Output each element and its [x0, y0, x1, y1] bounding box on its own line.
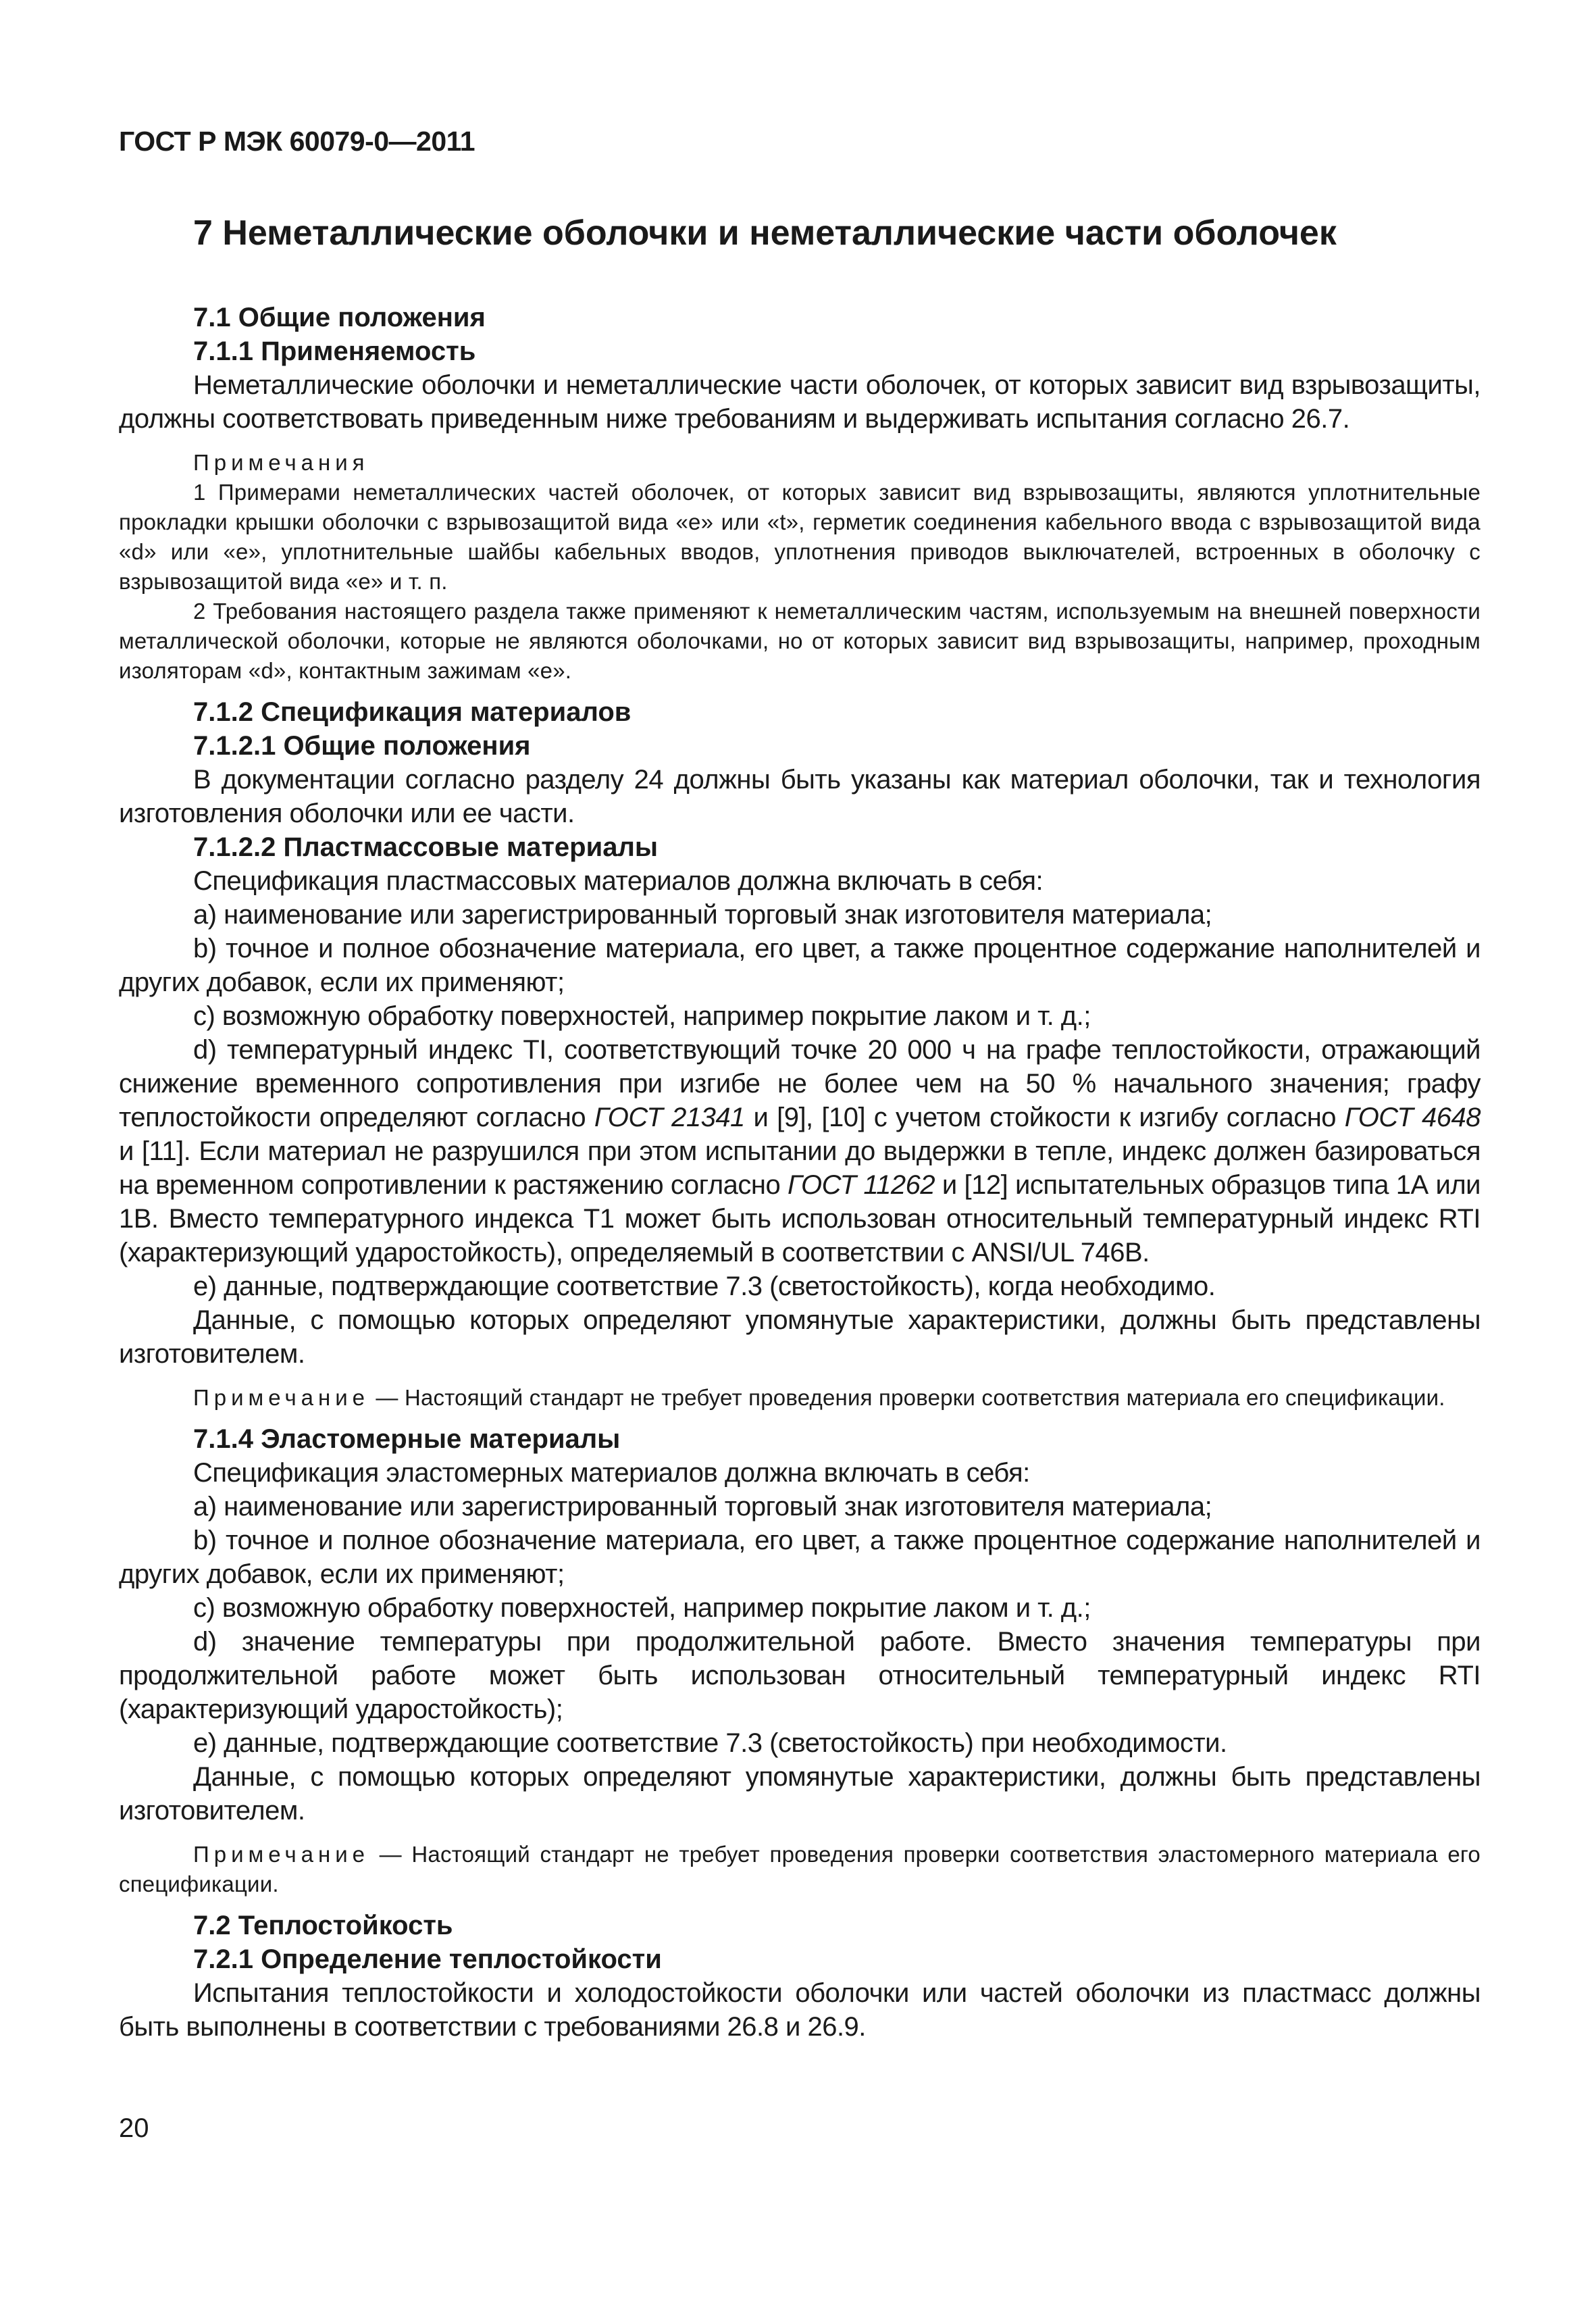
notes-block-1 — [119, 448, 1481, 686]
notes-title: Примечания — [193, 450, 369, 475]
note-2-label: Примечание — [193, 1385, 370, 1410]
heading-7-1-4: 7.1.4 Эластомерные материалы — [193, 1424, 621, 1454]
list-item-d-part4: и [12] испытательных образцов типа 1А или 1В. Вместо температурного индекса Т1 может быть использован относительный температурный индекс RTI (характеризующий ударостойкость), определяемый в соответствии с ANSI/UL 746B. — [119, 1170, 1481, 1267]
section-7-title: 7 Неметаллические оболочки и неметаллические части оболочек — [193, 213, 1337, 253]
heading-7-1-2-1: 7.1.2.1 Общие положения — [193, 731, 531, 761]
note-item-1: 1 Примерами неметаллических частей оболочек, от которых зависит вид взрывозащиты, являются уплотнительные прокладки крышки оболочки с взрывозащитой вида «e» или «t», герметик соединения кабельного ввода с взрывозащитой вида «d» или «e», уплотнительные шайбы кабельных вводов, уплотнения приводов выключателей, встроенных в оболочку с взрывозащитой вида «e» и т. п. — [119, 480, 1481, 594]
note-3 — [119, 1840, 1481, 1899]
standard-id-header: ГОСТ Р МЭК 60079-0—2011 — [119, 126, 475, 157]
ref-gost-11262: ГОСТ 11262 — [788, 1170, 935, 1200]
note-3-text: — Настоящий стандарт не требует проведения проверки соответствия эластомерного материала его спецификации. — [119, 1842, 1481, 1896]
heading-7-1-2-2: 7.1.2.2 Пластмассовые материалы — [193, 832, 659, 862]
elastomer-item-d: d) значение температуры при продолжительной работе. Вместо значения температуры при продолжительной работе может быть использован относительный температурный индекс RTI (характеризующий ударостойкость); — [119, 1627, 1481, 1724]
ref-gost-21341: ГОСТ 21341 — [594, 1103, 745, 1132]
note-item-2: 2 Требования настоящего раздела также применяют к неметаллическим частям, используемым на внешней поверхности металлической оболочки, которые не являются оболочками, но от которых зависит вид взрывозащиты, например, проходным изоляторам «d», контактным зажимам «e». — [119, 599, 1481, 683]
elastomer-item-a: а) наименование или зарегистрированный торговый знак изготовителя материала; — [193, 1492, 1212, 1521]
list-item-d — [119, 1033, 1481, 1269]
elastomer-item-e: е) данные, подтверждающие соответствие 7.3 (светостойкость) при необходимости. — [193, 1728, 1227, 1758]
list-item-b: b) точное и полное обозначение материала, его цвет, а также процентное содержание наполнителей и других добавок, если их применяют; — [119, 934, 1481, 997]
note-2-text: — Настоящий стандарт не требует проведения проверки соответствия материала его спецификации. — [376, 1385, 1445, 1410]
list-item-d-part2: и [9], [10] с учетом стойкости к изгибу согласно — [744, 1103, 1345, 1132]
document-page — [119, 126, 1481, 2044]
list-item-c: с) возможную обработку поверхностей, например покрытие лаком и т. д.; — [193, 1001, 1091, 1031]
heading-7-2: 7.2 Теплостойкость — [193, 1911, 453, 1940]
paragraph-elastomers-intro: Спецификация эластомерных материалов должна включать в себя: — [193, 1458, 1030, 1488]
page-number: 20 — [119, 2113, 149, 2143]
paragraph-7-2-1: Испытания теплостойкости и холодостойкости оболочки или частей оболочки из пластмасс должны быть выполнены в соответствии с требованиями 26.8 и 26.9. — [119, 1978, 1481, 2042]
ref-gost-4648: ГОСТ 4648 — [1344, 1103, 1481, 1132]
paragraph-7-1-2-1: В документации согласно разделу 24 должны быть указаны как материал оболочки, так и технология изготовления оболочки или ее части. — [119, 765, 1481, 828]
list-item-d-part1: d) температурный индекс TI, соответствующий точке 20 000 ч на графе теплостойкости, отражающий снижение временного сопротивления при изгибе не более чем на 50 % начального значения; графу теплостойкости определяют согласно — [119, 1035, 1481, 1132]
heading-7-1-2: 7.1.2 Спецификация материалов — [193, 697, 632, 727]
note-block-3 — [119, 1840, 1481, 1899]
elastomer-item-b: b) точное и полное обозначение материала, его цвет, а также процентное содержание наполнителей и других добавок, если их применяют; — [119, 1526, 1481, 1589]
heading-7-1-1: 7.1.1 Применяемость — [193, 336, 476, 366]
note-3-label: Примечание — [193, 1842, 370, 1867]
paragraph-7-1-1: Неметаллические оболочки и неметаллические части оболочек, от которых зависит вид взрывозащиты, должны соответствовать приведенным ниже требованиям и выдерживать испытания согласно 26.7. — [119, 370, 1481, 434]
note-block-2 — [119, 1383, 1481, 1413]
paragraph-plastics-intro: Спецификация пластмассовых материалов должна включать в себя: — [193, 866, 1044, 896]
list-item-e: е) данные, подтверждающие соответствие 7.3 (светостойкость), когда необходимо. — [193, 1272, 1216, 1301]
list-item-a: а) наименование или зарегистрированный торговый знак изготовителя материала; — [193, 900, 1212, 930]
paragraph-elastomers-final: Данные, с помощью которых определяют упомянутые характеристики, должны быть представлены изготовителем. — [119, 1762, 1481, 1826]
note-2 — [119, 1383, 1481, 1413]
list-item-d-part3: и [11]. Если материал не разрушился при этом испытании до выдержки в тепле, индекс должен базироваться на временном сопротивлении к растяжению согласно — [119, 1136, 1481, 1200]
elastomer-item-c: с) возможную обработку поверхностей, например покрытие лаком и т. д.; — [193, 1593, 1091, 1623]
heading-7-2-1: 7.2.1 Определение теплостойкости — [193, 1944, 662, 1974]
heading-7-1: 7.1 Общие положения — [193, 303, 486, 332]
paragraph-plastics-final: Данные, с помощью которых определяют упомянутые характеристики, должны быть представлены изготовителем. — [119, 1305, 1481, 1369]
